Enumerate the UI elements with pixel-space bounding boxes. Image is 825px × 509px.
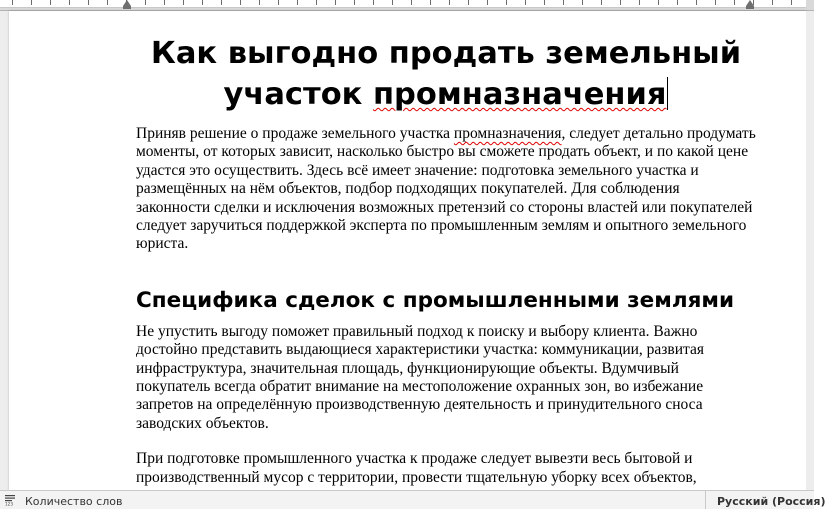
ruler-tick bbox=[278, 0, 279, 5]
ruler-tick bbox=[259, 0, 260, 5]
ruler-tick bbox=[772, 0, 773, 5]
ruler-tick bbox=[88, 0, 89, 5]
ruler-tick bbox=[221, 0, 222, 5]
ruler-tick bbox=[354, 0, 355, 5]
ruler-tick bbox=[430, 0, 431, 5]
title-line-2-word: участок bbox=[223, 77, 363, 112]
ruler-tick bbox=[620, 0, 621, 5]
document-workspace bbox=[0, 11, 814, 490]
ruler-tick bbox=[791, 0, 792, 5]
ruler-tick bbox=[69, 0, 70, 5]
ruler-tick bbox=[696, 0, 697, 5]
paragraph-1-misspelled-word[interactable]: промназначения bbox=[453, 125, 562, 142]
ruler-tick bbox=[753, 0, 754, 5]
paragraph-1-start: Приняв решение о продаже земельного участка bbox=[136, 125, 454, 142]
section-heading[interactable]: Специфика сделок с промышленными землями bbox=[136, 287, 735, 313]
ruler-tick bbox=[297, 0, 298, 5]
ruler-tick bbox=[582, 0, 583, 5]
ruler-tick bbox=[658, 0, 659, 5]
ruler-tick bbox=[544, 0, 545, 5]
ruler-tick bbox=[316, 0, 317, 5]
left-indent-marker[interactable] bbox=[123, 0, 131, 6]
document-body[interactable] bbox=[136, 33, 756, 487]
title-line-1: Как выгодно продать земельный bbox=[150, 36, 742, 71]
ruler-tick bbox=[183, 0, 184, 5]
paragraph-2[interactable]: Не упустить выгоду поможет правильный подход к поиску и выбору клиента. Важно достойно представить выдающиеся характеристики участка: коммуникации, развитая инфраструктура, значительная площадь, функционирующие объекты. Вдумчивый покупатель всегда обратит внимание на местоположение охранных зон, во избежание запретов на определённую производственную деятельность и принудительного сноса заводских объектов. bbox=[136, 322, 705, 432]
ruler-tick bbox=[392, 0, 393, 5]
ruler-tick bbox=[601, 0, 602, 5]
ruler-tick bbox=[525, 0, 526, 5]
ruler-tick bbox=[639, 0, 640, 5]
title-misspelled-word[interactable]: промназначения bbox=[372, 77, 667, 112]
paragraph-3[interactable]: При подготовке промышленного участка к продаже следует вывезти весь бытовой и производственный мусор с территории, провести тщательную уборку всех объектов, bbox=[136, 450, 697, 486]
text-cursor bbox=[667, 77, 668, 110]
vertical-scrollbar[interactable] bbox=[806, 11, 814, 490]
ruler-tick bbox=[31, 0, 32, 5]
status-separator bbox=[705, 491, 706, 509]
svg-text:123: 123 bbox=[5, 501, 13, 507]
ruler-tick bbox=[677, 0, 678, 5]
paragraph-1-rest: , следует детально продумать моменты, от которых зависит, насколько быстро вы сможете продать объект, и по какой цене удастся это осуществить. Здесь всё имеет значение: подготовка земельного участка и размещённых на нём объектов, подбор подходящих покупателей. Для соблюдения законности сделки и исключения возможных претензий со стороны властей или покупателей следует заручиться поддержкой эксперта по промышленным землям и опытного земельного юриста. bbox=[136, 125, 756, 253]
word-count-icon[interactable] bbox=[4, 494, 16, 506]
ruler-tick bbox=[468, 0, 469, 5]
ruler-tick bbox=[240, 0, 241, 5]
document-page[interactable] bbox=[9, 11, 806, 490]
ruler-tick bbox=[335, 0, 336, 5]
ruler-tick bbox=[506, 0, 507, 5]
ruler-text-area bbox=[0, 0, 806, 8]
ruler-tick bbox=[449, 0, 450, 5]
document-title[interactable] bbox=[136, 33, 756, 115]
language-indicator[interactable]: Русский (Россия) bbox=[717, 495, 825, 508]
status-bar bbox=[0, 490, 825, 509]
ruler-tick bbox=[126, 0, 127, 5]
ruler-tick bbox=[202, 0, 203, 5]
ruler-tick bbox=[487, 0, 488, 5]
ruler-tick bbox=[145, 0, 146, 5]
ruler-tick bbox=[50, 0, 51, 5]
ruler-tick bbox=[107, 0, 108, 5]
ruler-tick bbox=[715, 0, 716, 5]
word-count-label[interactable]: Количество слов bbox=[25, 495, 123, 508]
ruler-tick bbox=[164, 0, 165, 5]
ruler-tick bbox=[373, 0, 374, 5]
ruler-tick bbox=[411, 0, 412, 5]
ruler-tick bbox=[12, 0, 13, 5]
paragraph-1[interactable] bbox=[136, 125, 756, 254]
ruler-tick bbox=[734, 0, 735, 5]
ruler-tick bbox=[563, 0, 564, 5]
horizontal-ruler[interactable] bbox=[0, 0, 814, 11]
